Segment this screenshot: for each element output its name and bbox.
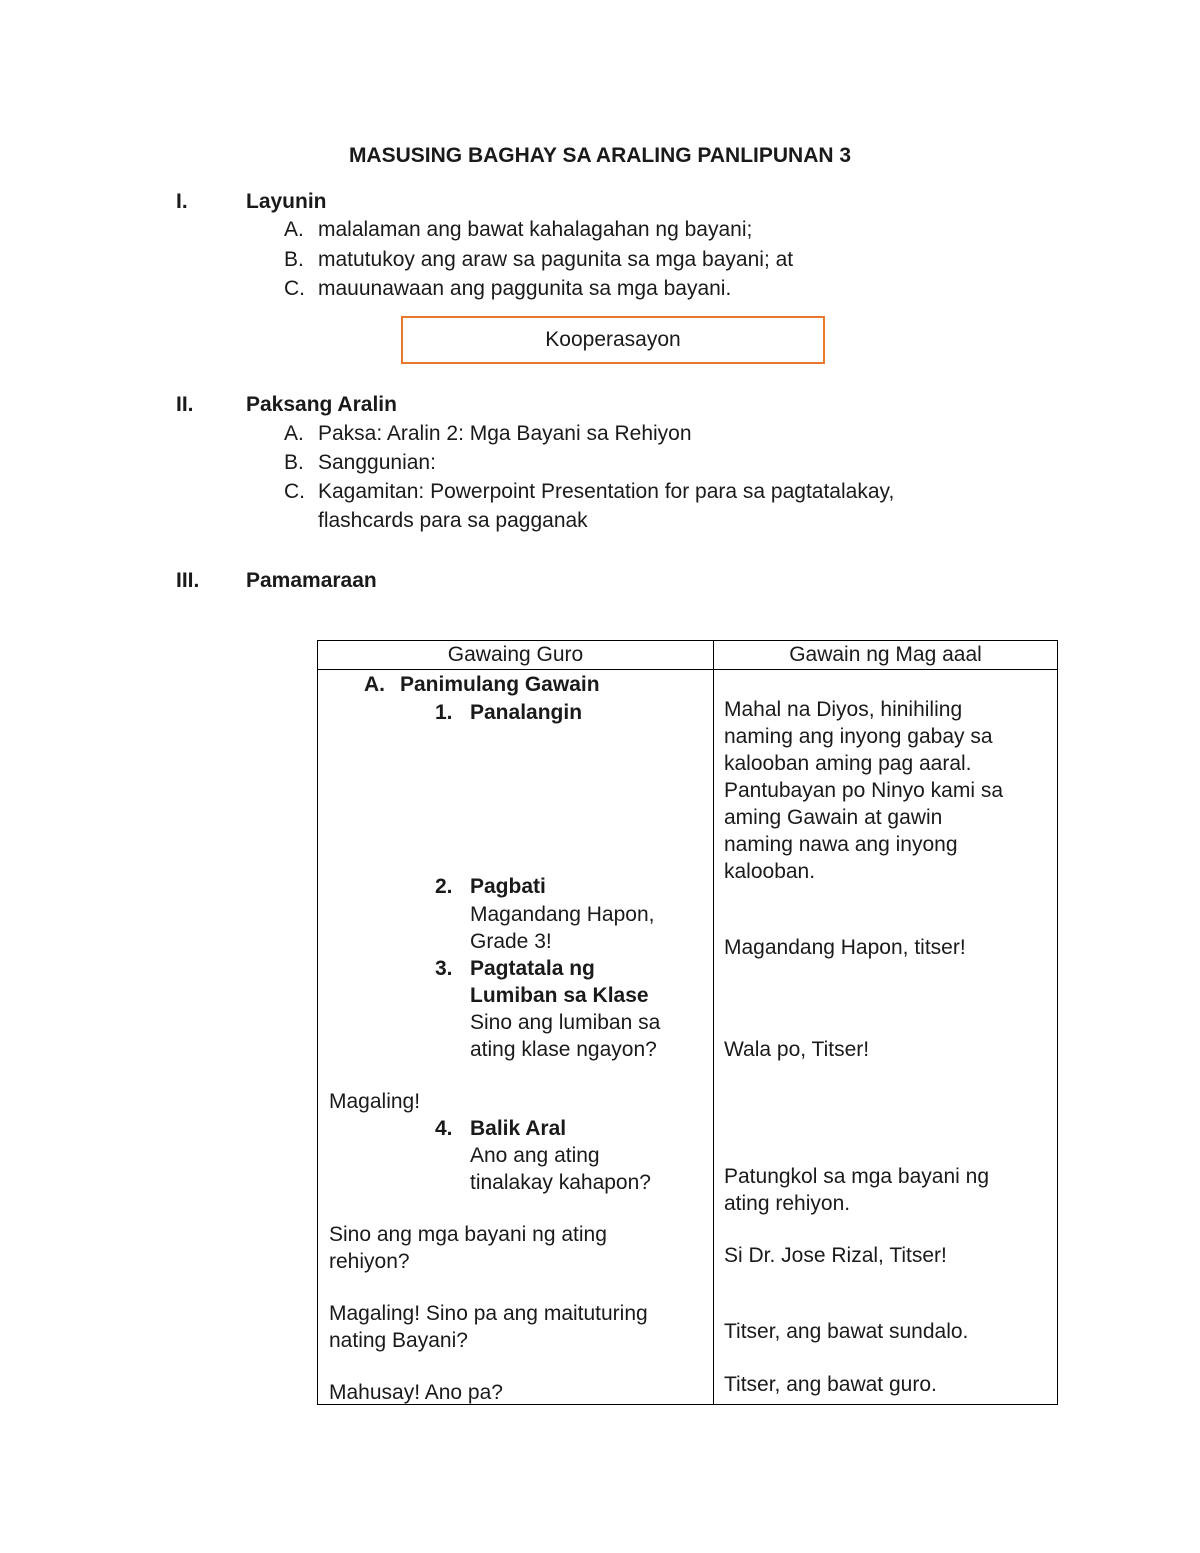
student-response: Wala po, Titser! [724,1038,870,1061]
lesson-table [317,640,1058,1405]
topic-item: B. Sanggunian: [284,451,436,474]
teacher-question: Magaling! Sino pa ang maituturing [329,1302,648,1325]
student-prayer-line: naming nawa ang inyong [724,833,958,856]
step-text: Grade 3! [470,930,552,953]
topic-item: A. Paksa: Aralin 2: Mga Bayani sa Rehiyon [284,422,692,445]
section-heading-layunin: Layunin [246,190,327,213]
step-title: Pagbati [470,875,546,898]
student-response: ating rehiyon. [724,1192,851,1215]
objective-item: A. malalaman ang bawat kahalagahan ng bayani; [284,218,753,241]
student-prayer-line: Mahal na Diyos, hinihiling [724,698,963,721]
document-title: MASUSING BAGHAY SA ARALING PANLIPUNAN 3 [348,144,852,167]
table-header-row [318,641,1058,670]
student-prayer-line: Pantubayan po Ninyo kami sa [724,779,1003,802]
section-heading-pamamaraan: Pamamaraan [246,569,377,592]
teacher-question: rehiyon? [329,1250,410,1273]
teacher-question: Mahusay! Ano pa? [329,1381,503,1404]
teacher-question: nating Bayani? [329,1329,468,1352]
student-prayer-line: kalooban aming pag aaral. [724,752,972,775]
callout-box: Kooperasayon [401,316,825,364]
teacher-question: Sino ang mga bayani ng ating [329,1223,607,1246]
section-heading-paksang-aralin: Paksang Aralin [246,393,397,416]
step-number: 2. [435,875,453,898]
student-response: Si Dr. Jose Rizal, Titser! [724,1244,947,1267]
table-row [318,670,1058,1405]
section-numeral: III. [176,569,200,592]
student-response: Titser, ang bawat guro. [724,1373,937,1396]
topic-item: flashcards para sa pagganak [318,509,588,532]
student-prayer-line: kalooban. [724,860,816,883]
topic-item: C. Kagamitan: Powerpoint Presentation for para sa pagtatalakay, [284,480,895,503]
step-text: tinalakay kahapon? [470,1171,651,1194]
column-header-student: Gawain ng Mag aaal [714,641,1058,670]
step-number: 4. [435,1117,453,1140]
section-numeral: II. [176,393,194,416]
student-prayer-line: aming Gawain at gawin [724,806,943,829]
step-title: Lumiban sa Klase [470,984,649,1007]
step-title: Balik Aral [470,1117,567,1140]
student-response: Titser, ang bawat sundalo. [724,1320,969,1343]
objective-item: B. matutukoy ang araw sa pagunita sa mga bayani; at [284,248,794,271]
step-text: Ano ang ating [470,1144,600,1167]
part-label: A. [364,673,385,696]
section-numeral: I. [176,190,188,213]
student-prayer-line: naming ang inyong gabay sa [724,725,993,748]
step-text: Magandang Hapon, [470,903,655,926]
column-header-teacher: Gawaing Guro [318,641,714,670]
step-number: 1. [435,701,453,724]
step-text: Sino ang lumiban sa [470,1011,661,1034]
step-title: Pagtatala ng [470,957,595,980]
teacher-cell [318,670,714,1405]
teacher-remark: Magaling! [329,1090,421,1113]
student-cell [714,670,1058,1405]
objective-item: C. mauunawaan ang paggunita sa mga bayani. [284,277,732,300]
step-title: Panalangin [470,701,583,724]
student-response: Patungkol sa mga bayani ng [724,1165,990,1188]
step-text: ating klase ngayon? [470,1038,657,1061]
part-title: Panimulang Gawain [400,673,600,696]
student-response: Magandang Hapon, titser! [724,936,966,959]
step-number: 3. [435,957,453,980]
